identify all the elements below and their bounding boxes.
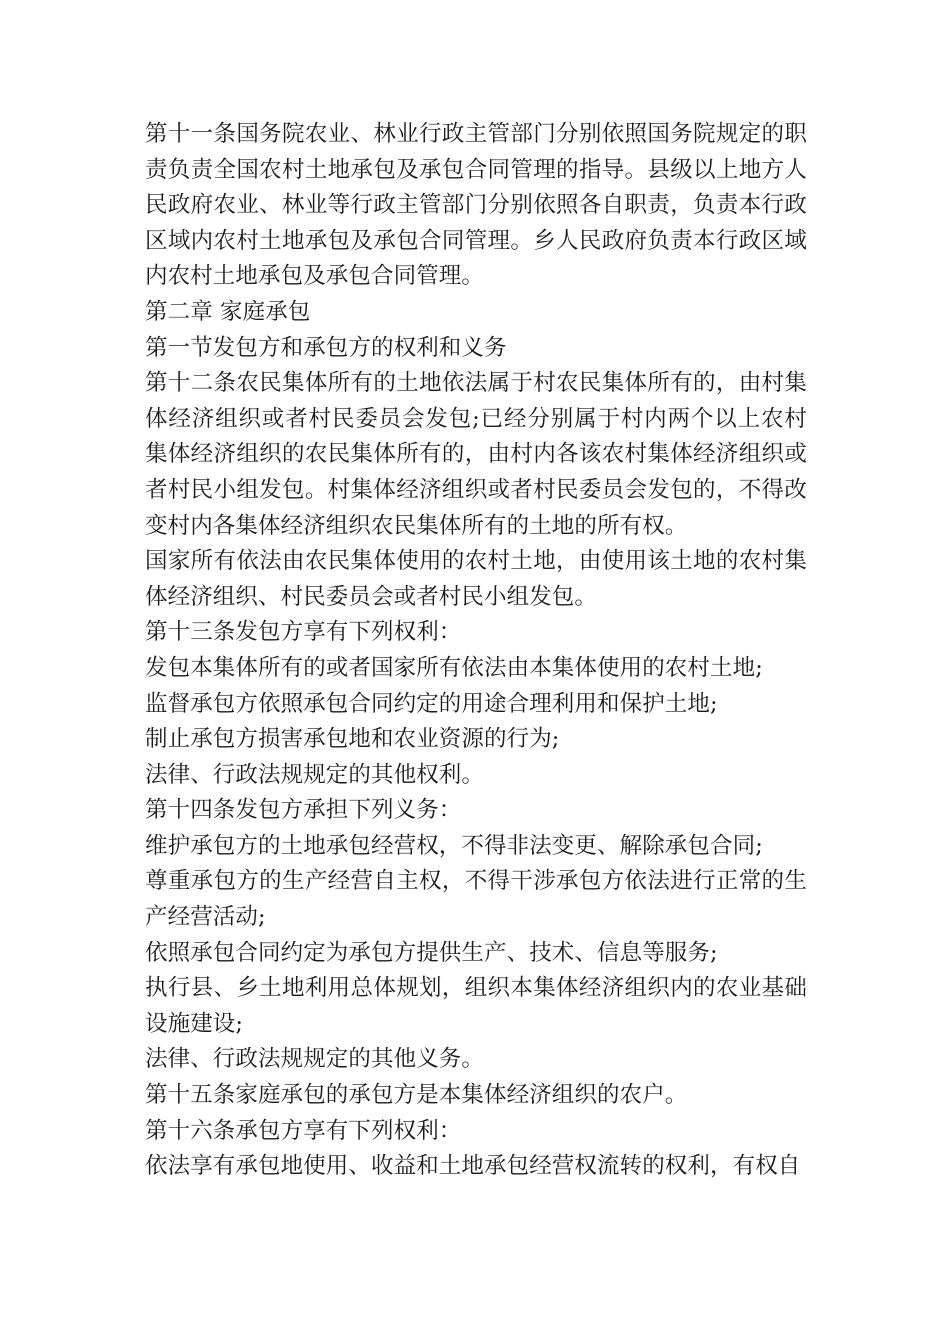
article-11-paragraph: 第十一条国务院农业、林业行政主管部门分别依照国务院规定的职责负责全国农村土地承包及承包合同管理的指导。县级以上地方人民政府农业、林业等行政主管部门分别依照各自职责，负责本行政区域内农村土地承包及承包合同管理。乡人民政府负责本行政区域内农村土地承包及承包合同管理。 <box>145 121 807 290</box>
document-body <box>145 117 807 1185</box>
article-16-paragraph: 第十六条承包方享有下列权利： <box>145 1117 462 1144</box>
list-item: 尊重承包方的生产经营自主权，不得干涉承包方依法进行正常的生产经营活动; <box>145 868 807 931</box>
list-item: 监督承包方依照承包合同约定的用途合理利用和保护土地; <box>145 690 718 717</box>
article-13-paragraph: 第十三条发包方享有下列权利： <box>145 619 462 646</box>
list-item: 制止承包方损害承包地和农业资源的行为; <box>145 726 560 753</box>
state-land-paragraph: 国家所有依法由农民集体使用的农村土地，由使用该土地的农村集体经济组织、村民委员会或者村民小组发包。 <box>145 548 807 610</box>
list-item: 维护承包方的土地承包经营权，不得非法变更、解除承包合同; <box>145 832 763 859</box>
article-15-paragraph: 第十五条家庭承包的承包方是本集体经济组织的农户。 <box>145 1082 688 1109</box>
list-item: 发包本集体所有的或者国家所有依法由本集体使用的农村土地; <box>145 654 763 681</box>
list-item: 法律、行政法规规定的其他义务。 <box>145 1046 485 1073</box>
article-14-paragraph: 第十四条发包方承担下列义务： <box>145 797 462 824</box>
chapter-2-heading: 第二章 家庭承包 <box>145 298 311 325</box>
list-item: 法律、行政法规规定的其他权利。 <box>145 761 485 788</box>
list-item: 依法享有承包地使用、收益和土地承包经营权流转的权利，有权自 <box>145 1153 801 1180</box>
list-item: 执行县、乡土地利用总体规划，组织本集体经济组织内的农业基础设施建设; <box>145 975 807 1037</box>
article-12-paragraph: 第十二条农民集体所有的土地依法属于村农民集体所有的，由村集体经济组织或者村民委员会发包;已经分别属于村内两个以上农村集体经济组织的农民集体所有的，由村内各该农村集体经济组织或者村民小组发包。村集体经济组织或者村民委员会发包的，不得改变村内各集体经济组织农民集体所有的土地的所有权。 <box>145 370 807 539</box>
list-item: 依照承包合同约定为承包方提供生产、技术、信息等服务; <box>145 939 718 966</box>
section-1-heading: 第一节发包方和承包方的权利和义务 <box>145 334 507 361</box>
